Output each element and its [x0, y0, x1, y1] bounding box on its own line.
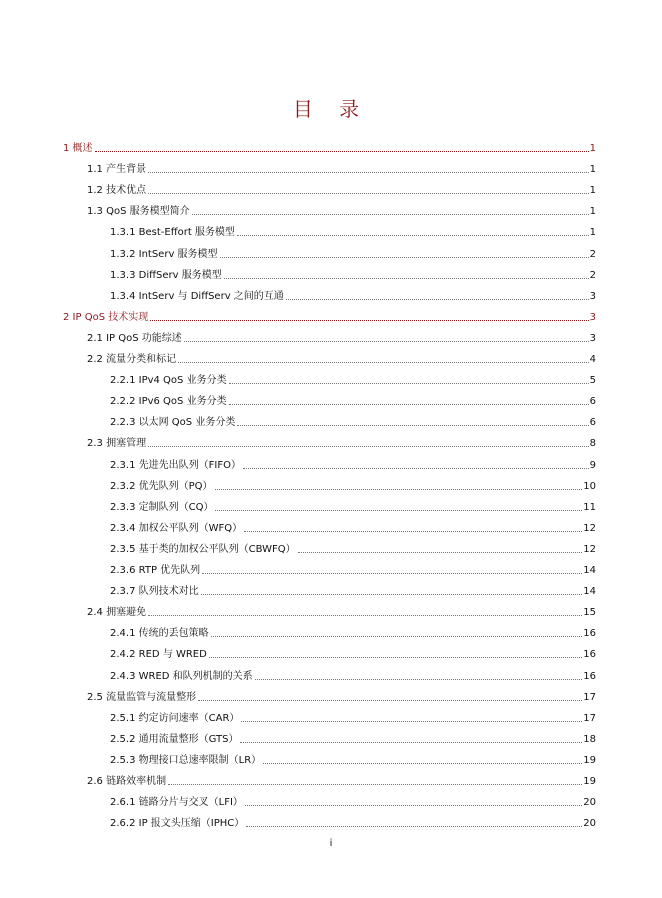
toc-entry-label: 2.3.6 RTP 优先队列: [110, 565, 201, 576]
dot-leader: [202, 573, 582, 574]
toc-entry-level-3[interactable]: [110, 392, 596, 408]
toc-entry-label: 1 概述: [63, 143, 93, 154]
dot-leader: [211, 636, 583, 637]
dot-leader: [192, 214, 589, 215]
toc-entry-label: 2.6.2 IP 报文头压缩（IPHC）: [110, 818, 245, 830]
toc-entry-level-3[interactable]: [110, 624, 596, 640]
dot-leader: [263, 763, 582, 764]
toc-entry-label: 1.3 QoS 服务模型简介: [87, 206, 190, 218]
dot-leader: [237, 235, 589, 236]
toc-entry-page-number: 14: [583, 586, 596, 598]
dot-leader: [198, 700, 582, 701]
toc-entry-page-number: 12: [583, 522, 596, 534]
toc-entry-level-3[interactable]: [110, 561, 596, 577]
toc-entry-level-2[interactable]: [87, 434, 596, 450]
toc-entry-page-number: 3: [589, 311, 596, 323]
dot-leader: [148, 193, 589, 194]
toc-entry-label: 2.5.1 约定访问速率（CAR）: [110, 712, 240, 724]
toc-entry-level-3[interactable]: [110, 287, 596, 303]
toc-entry-label: 2.2.3 以太网 QoS 业务分类: [110, 417, 236, 429]
dot-leader: [245, 805, 582, 806]
toc-entry-level-3[interactable]: [110, 730, 596, 746]
dot-leader: [298, 552, 583, 553]
dot-leader: [224, 278, 589, 279]
dot-leader: [240, 742, 582, 743]
dot-leader: [150, 320, 588, 321]
toc-entry-level-2[interactable]: [87, 688, 596, 704]
toc-entry-page-number: 18: [583, 733, 596, 745]
toc-entry-level-3[interactable]: [110, 413, 596, 429]
toc-entry-level-3[interactable]: [110, 540, 596, 556]
dot-leader: [229, 383, 589, 384]
toc-entry-page-number: 1: [589, 185, 596, 197]
toc-entry-level-3[interactable]: [110, 709, 596, 725]
toc-entry-page-number: 5: [589, 375, 596, 387]
toc-entry-label: 2.3.4 加权公平队列（WFQ）: [110, 522, 243, 534]
toc-entry-page-number: 16: [583, 670, 596, 682]
toc-entry-level-2[interactable]: [87, 160, 596, 176]
toc-entry-label: 2.2.2 IPv6 QoS 业务分类: [110, 396, 227, 408]
toc-entry-level-3[interactable]: [110, 456, 596, 472]
toc-entry-level-2[interactable]: [87, 329, 596, 345]
toc-entry-label: 2.4.2 RED 与 WRED: [110, 649, 207, 661]
dot-leader: [95, 151, 589, 152]
toc-entry-page-number: 17: [583, 691, 596, 703]
dot-leader: [201, 594, 583, 595]
toc-entry-level-3[interactable]: [110, 266, 596, 282]
toc-entry-page-number: 3: [589, 332, 596, 344]
toc-entry-label: 2.6.1 链路分片与交叉（LFI）: [110, 797, 243, 809]
toc-entry-label: 2.2 流量分类和标记: [87, 354, 177, 365]
toc-entry-label: 2.6 链路效率机制: [87, 776, 167, 787]
toc-entry-level-3[interactable]: [110, 645, 596, 661]
toc-entry-level-3[interactable]: [110, 223, 596, 239]
toc-entry-page-number: 17: [583, 712, 596, 724]
toc-entry-level-3[interactable]: [110, 751, 596, 767]
toc-entry-level-3[interactable]: [110, 793, 596, 809]
dot-leader: [255, 679, 583, 680]
toc-entry-page-number: 1: [589, 206, 596, 218]
toc-entry-page-number: 9: [589, 459, 596, 471]
dot-leader: [244, 531, 582, 532]
toc-entry-label: 2.3.1 先进先出队列（FIFO）: [110, 459, 241, 471]
toc-entry-label: 2.3.5 基于类的加权公平队列（CBWFQ）: [110, 543, 296, 555]
toc-entry-label: 2.3.7 队列技术对比: [110, 586, 199, 598]
toc-entry-page-number: 14: [583, 565, 596, 576]
toc-entry-level-3[interactable]: [110, 371, 596, 387]
dot-leader: [168, 784, 582, 785]
dot-leader: [243, 468, 589, 469]
toc-entry-label: 1.3.3 DiffServ 服务模型: [110, 269, 222, 281]
toc-entry-label: 1.3.1 Best-Effort 服务模型: [110, 227, 235, 239]
toc-entry-page-number: 1: [589, 227, 596, 239]
toc-entry-level-2[interactable]: [87, 181, 596, 197]
toc-entry-label: 1.3.4 IntServ 与 DiffServ 之间的互通: [110, 290, 284, 302]
toc-entry-level-2[interactable]: [87, 202, 596, 218]
dot-leader: [148, 615, 582, 616]
toc-entry-label: 2 IP QoS 技术实现: [63, 311, 149, 323]
toc-entry-page-number: 10: [583, 480, 596, 492]
dot-leader: [229, 404, 589, 405]
toc-entry-level-3[interactable]: [110, 245, 596, 261]
toc-entry-page-number: 19: [583, 754, 596, 766]
toc-entry-level-2[interactable]: [87, 350, 596, 366]
toc-entry-level-3[interactable]: [110, 519, 596, 535]
toc-entry-page-number: 3: [589, 290, 596, 302]
dot-leader: [148, 172, 589, 173]
toc-entry-label: 2.2.1 IPv4 QoS 业务分类: [110, 375, 227, 387]
toc-entry-level-2[interactable]: [87, 772, 596, 788]
toc-entry-page-number: 15: [583, 607, 596, 619]
toc-entry-label: 2.4.1 传统的丢包策略: [110, 628, 209, 640]
toc-entry-level-2[interactable]: [87, 603, 596, 619]
toc-entry-label: 1.3.2 IntServ 服务模型: [110, 248, 218, 260]
toc-entry-page-number: 2: [589, 248, 596, 260]
dot-leader: [246, 826, 582, 827]
toc-entry-page-number: 12: [583, 543, 596, 555]
toc-entry-page-number: 2: [589, 269, 596, 281]
dot-leader: [237, 425, 588, 426]
toc-entry-page-number: 1: [589, 143, 596, 154]
toc-entry-level-3[interactable]: [110, 477, 596, 493]
toc-entry-label: 2.3.2 优先队列（PQ）: [110, 480, 213, 492]
dot-leader: [215, 489, 583, 490]
toc-entry-page-number: 16: [583, 628, 596, 640]
dot-leader: [178, 362, 589, 363]
toc-entry-label: 1.1 产生背景: [87, 164, 147, 176]
toc-entry-page-number: 20: [583, 797, 596, 809]
toc-entry-page-number: 1: [589, 164, 596, 176]
toc-entry-page-number: 19: [583, 776, 596, 787]
toc-entry-page-number: 4: [589, 354, 596, 365]
dot-leader: [215, 510, 582, 511]
toc-entry-page-number: 6: [589, 396, 596, 408]
toc-entry-label: 2.3 拥塞管理: [87, 438, 147, 450]
toc-entry-label: 2.5 流量监管与流量整形: [87, 691, 197, 703]
toc-entry-level-1[interactable]: [63, 139, 596, 155]
toc-entry-page-number: 8: [589, 438, 596, 450]
dot-leader: [241, 721, 582, 722]
toc-entry-page-number: 16: [583, 649, 596, 661]
toc-entry-label: 2.4.3 WRED 和队列机制的关系: [110, 670, 253, 682]
dot-leader: [184, 341, 589, 342]
toc-entry-level-3[interactable]: [110, 814, 596, 830]
toc-entry-label: 1.2 技术优点: [87, 185, 147, 197]
toc-entry-level-3[interactable]: [110, 498, 596, 514]
page-title: 目 录: [292, 97, 370, 121]
toc-entry-level-1[interactable]: [63, 308, 596, 324]
toc-entry-label: 2.5.3 物理接口总速率限制（LR）: [110, 754, 262, 766]
dot-leader: [148, 446, 589, 447]
dot-leader: [220, 257, 589, 258]
dot-leader: [209, 657, 582, 658]
dot-leader: [286, 299, 589, 300]
page-number-footer: i: [329, 838, 333, 849]
toc-entry-label: 2.5.2 通用流量整形（GTS）: [110, 733, 239, 745]
toc-entry-page-number: 11: [583, 501, 596, 513]
toc-entry-page-number: 20: [583, 818, 596, 830]
toc-entry-label: 2.1 IP QoS 功能综述: [87, 332, 182, 344]
toc-entry-label: 2.3.3 定制队列（CQ）: [110, 501, 214, 513]
toc-entry-level-3[interactable]: [110, 582, 596, 598]
toc-entry-level-3[interactable]: [110, 667, 596, 683]
toc-entry-page-number: 6: [589, 417, 596, 429]
toc-entry-label: 2.4 拥塞避免: [87, 607, 147, 619]
